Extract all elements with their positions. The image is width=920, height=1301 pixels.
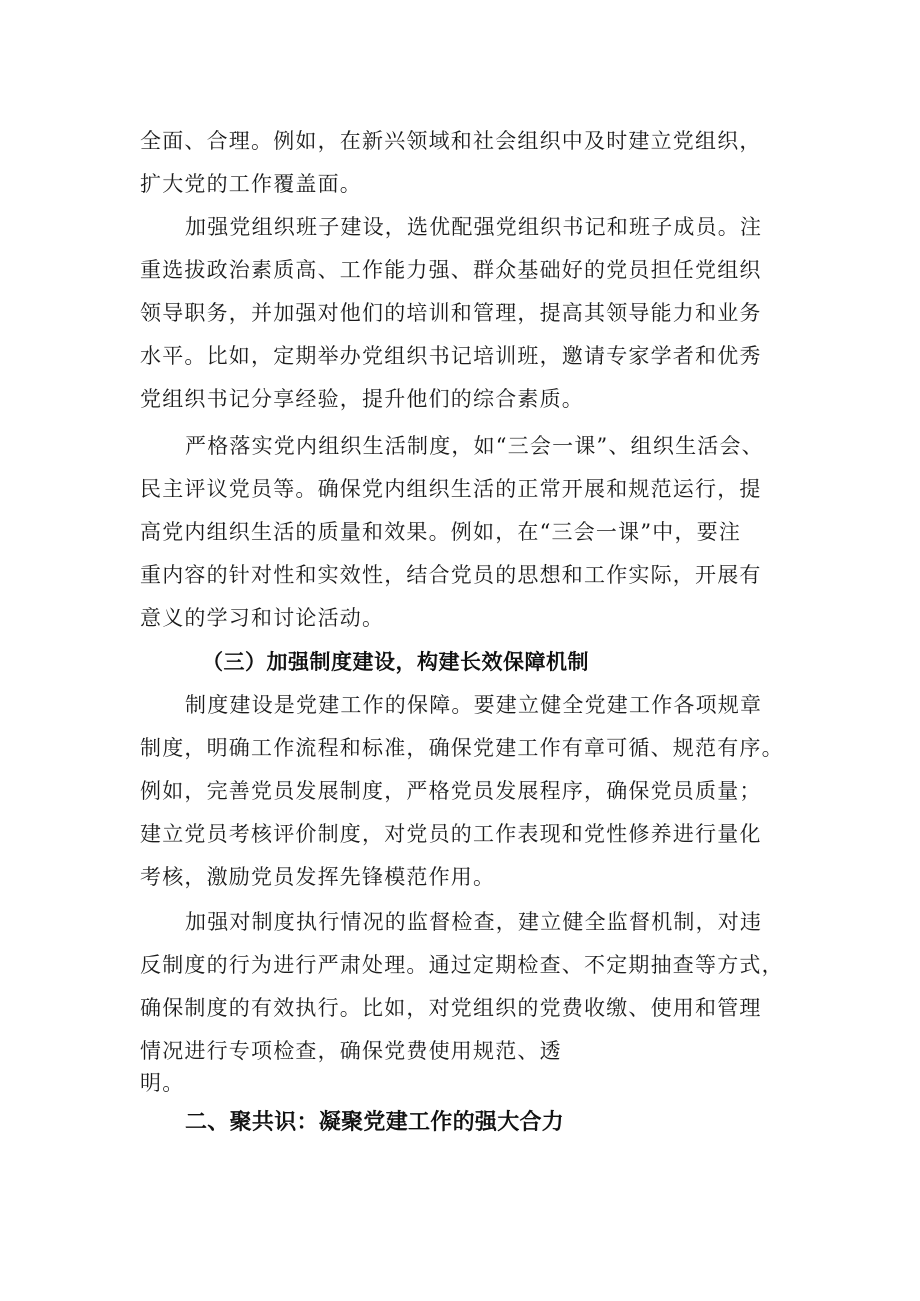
text-line: 制度，明确工作流程和标准，确保党建工作有章可循、规范有序。: [140, 736, 784, 760]
text-line: 扩大党的工作覆盖面。: [140, 172, 362, 196]
text-line: 情况进行专项检查，确保党费使用规范、透: [140, 1039, 562, 1063]
text-line: 重内容的针对性和实效性，结合党员的思想和工作实际，开展有: [140, 563, 762, 587]
text-line: 高党内组织生活的质量和效果。例如，在“三会一课”中，要注: [140, 520, 742, 544]
text-line: 反制度的行为进行严肃处理。通过定期检查、不定期抽查等方式，: [140, 953, 784, 977]
text-line: 领导职务，并加强对他们的培训和管理，提高其领导能力和业务: [140, 301, 762, 325]
text-line: 例如，完善党员发展制度，严格党员发展程序，确保党员质量；: [140, 779, 762, 803]
text-line: 确保制度的有效执行。比如，对党组织的党费收缴、使用和管理: [140, 996, 762, 1020]
section-heading: （三）加强制度建设，构建长效保障机制: [202, 650, 589, 674]
text-line: 严格落实党内组织生活制度，如“三会一课”、组织生活会、: [185, 434, 764, 458]
text-line: 加强党组织班子建设，选优配强党组织书记和班子成员。注: [185, 215, 763, 239]
text-line: 意义的学习和讨论活动。: [140, 606, 385, 630]
text-line: 全面、合理。例如，在新兴领域和社会组织中及时建立党组织，: [140, 129, 762, 153]
text-line: 考核，激励党员发挥先锋模范作用。: [140, 865, 496, 889]
text-line: 水平。比如，定期举办党组织书记培训班，邀请专家学者和优秀: [140, 344, 762, 368]
text-line: 明。: [140, 1071, 185, 1095]
text-line: 民主评议党员等。确保党内组织生活的正常开展和规范运行，提: [140, 477, 762, 501]
chapter-heading: 二、聚共识：凝聚党建工作的强大合力: [185, 1110, 565, 1135]
text-line: 建立党员考核评价制度，对党员的工作表现和党性修养进行量化: [140, 822, 762, 846]
text-line: 党组织书记分享经验，提升他们的综合素质。: [140, 387, 584, 411]
text-line: 制度建设是党建工作的保障。要建立健全党建工作各项规章: [185, 693, 763, 717]
text-line: 加强对制度执行情况的监督检查，建立健全监督机制，对违: [185, 910, 763, 934]
text-line: 重选拔政治素质高、工作能力强、群众基础好的党员担任党组织: [140, 258, 762, 282]
